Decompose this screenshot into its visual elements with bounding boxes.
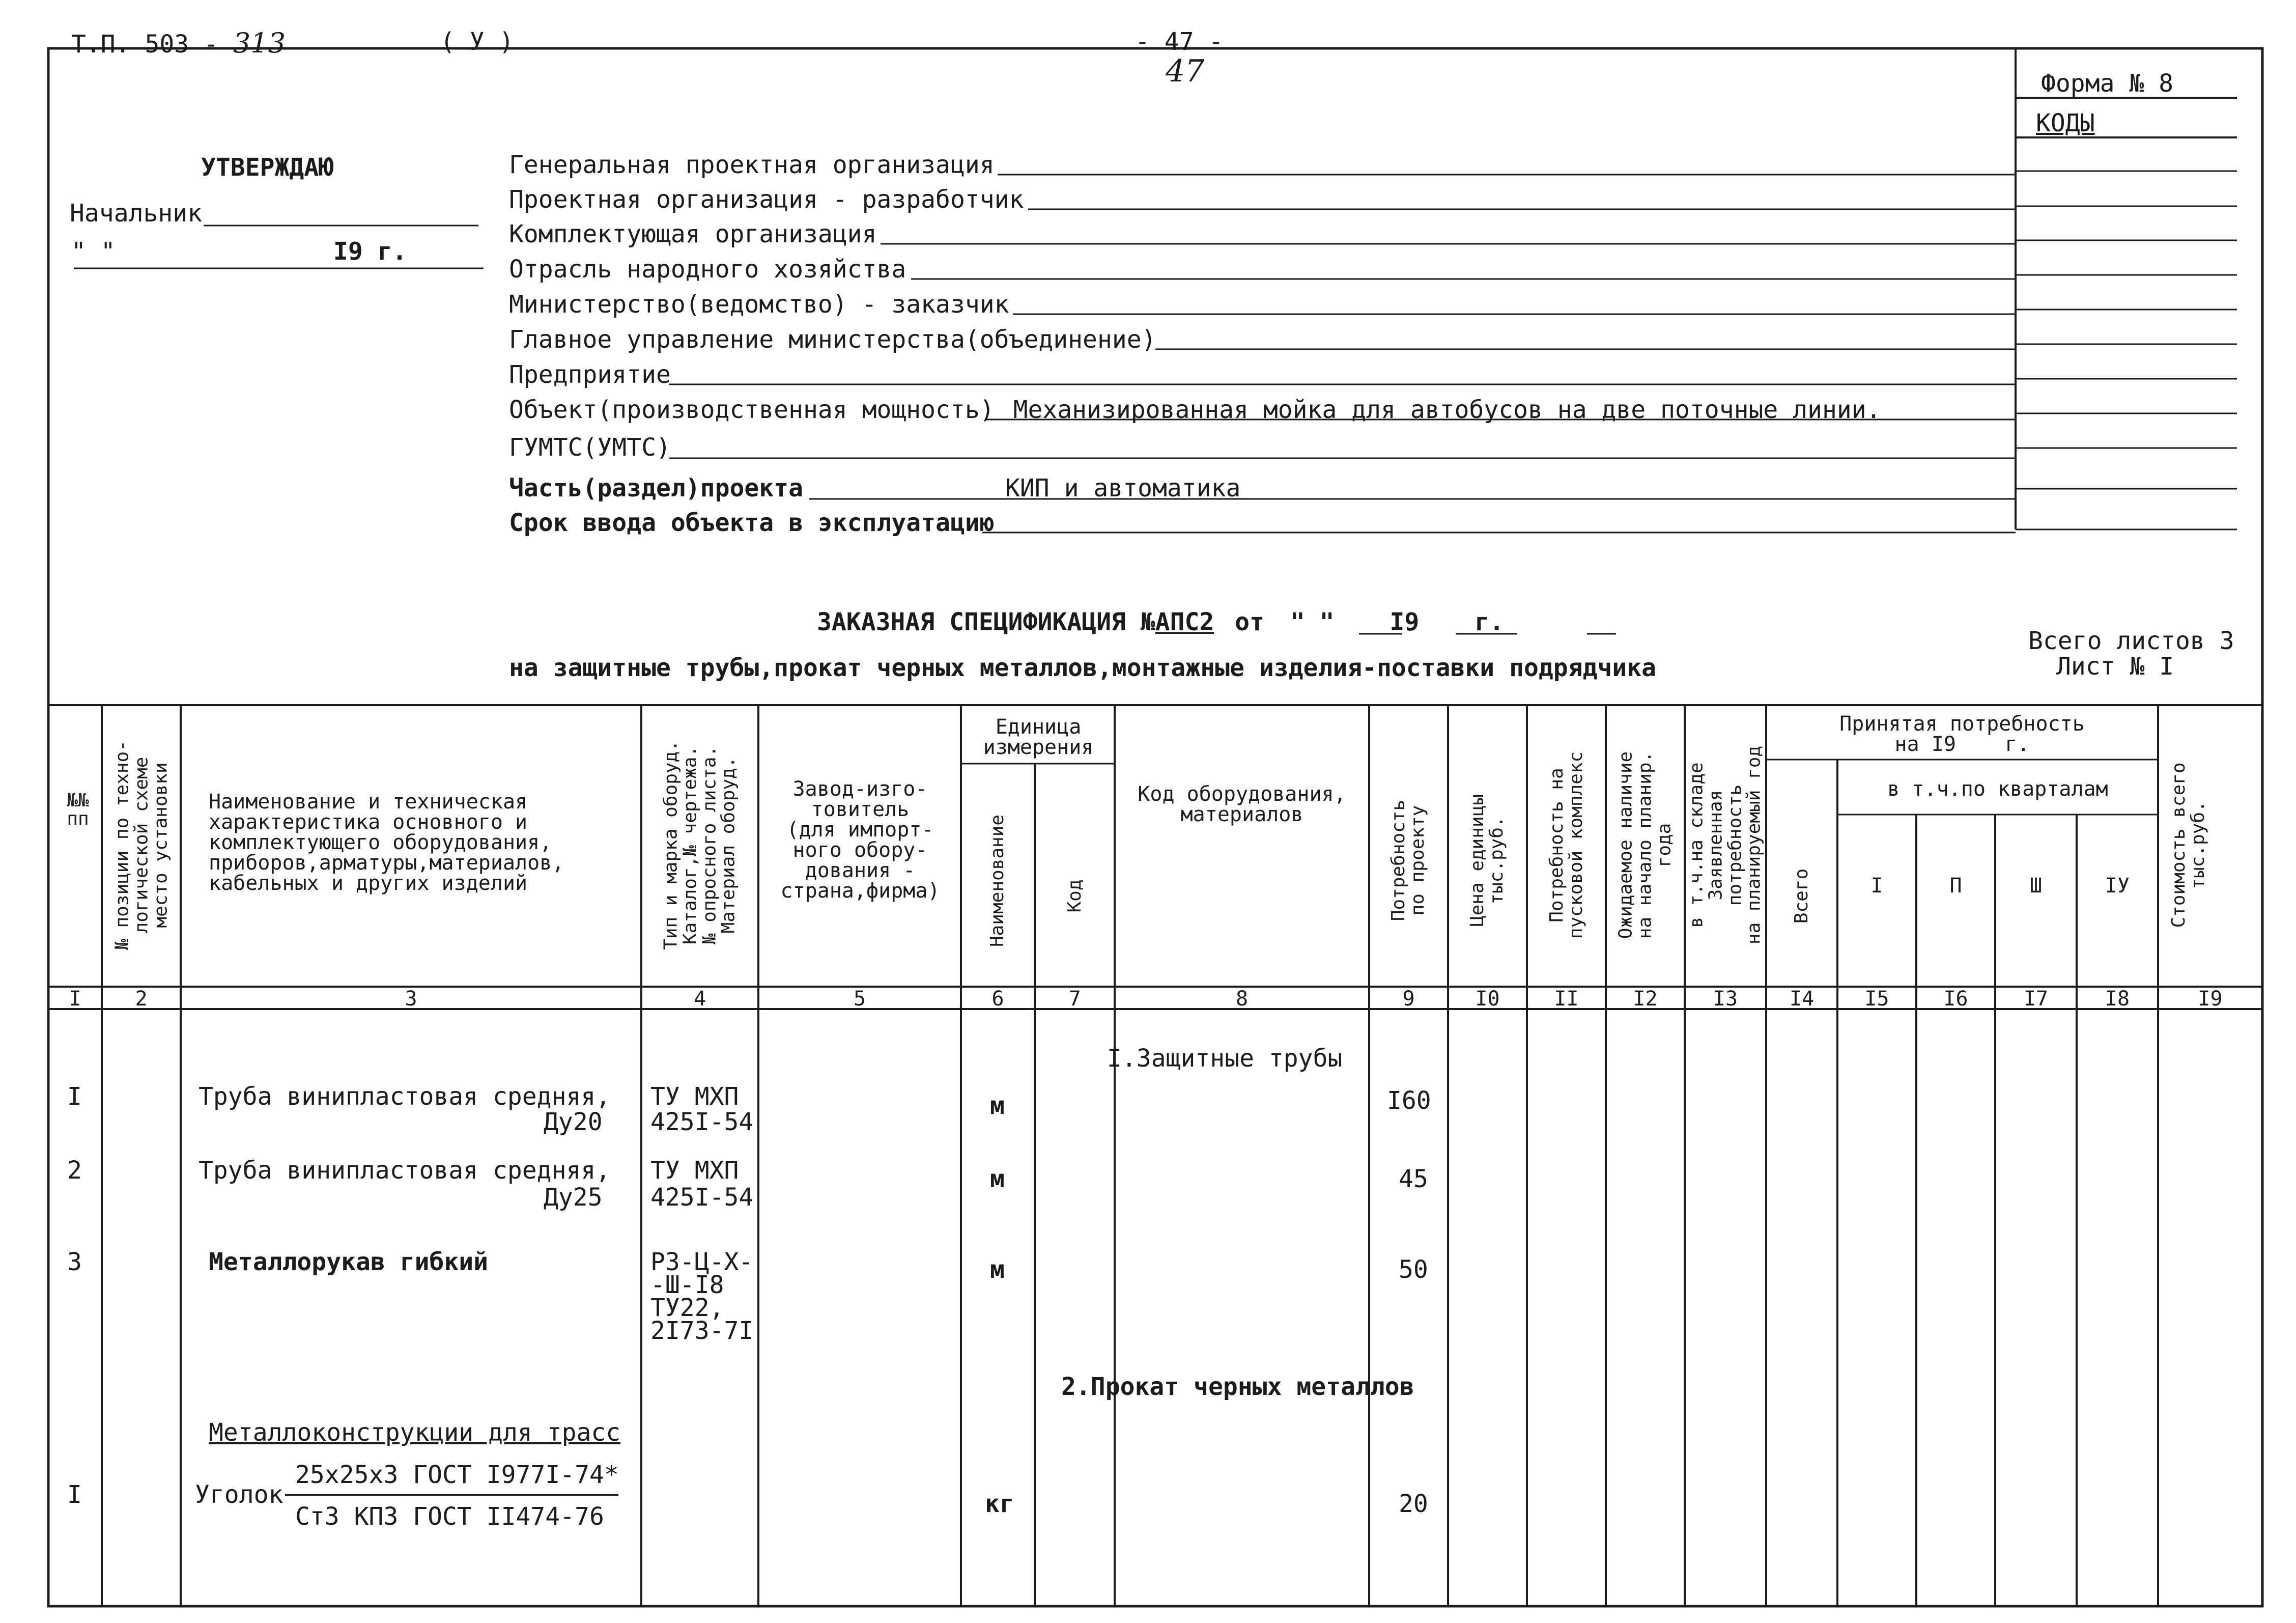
row-name: Труба винипластовая средняя,: [199, 1156, 611, 1185]
doc-code-text: Т.П. 503 -: [71, 30, 218, 59]
org-label: ГУМТС(УМТС): [509, 433, 671, 462]
col-num: I7: [2023, 987, 2049, 1011]
doc-series: ( У ): [440, 27, 514, 56]
spec-subtitle: на защитные трубы,прокат черных металлов,монтажные изделия-поставки подрядчика: [509, 654, 1657, 682]
spec-year: I9: [1390, 608, 1420, 636]
part-value: КИП и автоматика: [1005, 474, 1241, 502]
col-num: 4: [693, 987, 706, 1011]
org-label: Главное управление министерства(объединение): [509, 325, 1156, 354]
spec-date-quote: " ": [1290, 608, 1335, 636]
spec-title: [817, 610, 1504, 634]
row-qty: 45: [1399, 1165, 1428, 1193]
org-line-main-dept: [509, 327, 1156, 352]
org-line-industry: [509, 257, 906, 282]
row-unit: кг: [985, 1490, 1014, 1518]
col-num: 2: [135, 987, 148, 1011]
org-label: Министерство(ведомство) - заказчик: [509, 290, 1009, 319]
col-num: 5: [853, 987, 866, 1011]
org-label: Генеральная проектная организация: [509, 151, 995, 179]
org-line-complect: [509, 222, 876, 246]
col-header-q2: П: [1949, 874, 1962, 898]
col-header-no: №№ пп: [67, 790, 89, 829]
row-name: Труба винипластовая средняя,: [199, 1082, 611, 1111]
row-name: Металлорукав гибкий: [209, 1248, 489, 1276]
col-header-quarters-group: в т.ч.по кварталам: [1887, 777, 2108, 801]
col-header-equipment-code: Код оборудования, материалов: [1138, 782, 1346, 826]
org-label: Проектная организация - разработчик: [509, 185, 1024, 214]
page-number-handwritten: 47: [1166, 53, 1205, 89]
org-label: Предприятие: [509, 360, 671, 389]
row-spec-bottom: Ст3 КП3 ГОСТ II474-76: [295, 1502, 604, 1531]
col-header-name: Наименование и техническая характеристика основного и комплектующего оборудования, приборов,арматуры,материалов, кабельных и других изделий: [209, 790, 564, 895]
approve-date-quote: " ": [71, 237, 116, 266]
org-label: Срок ввода объекта в эксплуатацию: [509, 509, 995, 537]
spec-from: от: [1235, 608, 1264, 636]
approve-title: УТВЕРЖДАЮ: [201, 153, 334, 182]
doc-code: [71, 27, 286, 59]
col-header-unit-group: Единица измерения: [983, 715, 1094, 759]
col-header-need: Потребность по проекту: [1388, 799, 1428, 921]
col-header-declared: в т.ч.на складе Заявленная потребность на планируемый год: [1686, 745, 1765, 945]
object-value: Механизированная мойка для автобусов на две поточные линии.: [1013, 396, 1881, 424]
org-line-ministry: [509, 292, 1009, 317]
col-header-unit-code: Код: [1064, 879, 1086, 913]
row-type-2: 425I-54: [650, 1108, 754, 1136]
row-qty: 50: [1399, 1255, 1428, 1284]
col-num: 8: [1235, 987, 1249, 1011]
spec-number: АПС2: [1155, 608, 1214, 636]
org-line-object: [509, 398, 1881, 422]
col-num: I8: [2105, 987, 2130, 1011]
org-line-part: [509, 476, 803, 500]
row-qty: 20: [1399, 1490, 1428, 1518]
org-label: Объект(производственная мощность): [509, 396, 995, 424]
row-no: 3: [67, 1248, 82, 1276]
col-num: 6: [991, 987, 1004, 1011]
col-header-q1: I: [1870, 874, 1883, 898]
col-header-cost: Стоимость всего тыс.руб.: [2168, 762, 2208, 928]
col-header-unit-name: Наименование: [987, 814, 1008, 947]
section-title-pipes: I.Защитные трубы: [1107, 1044, 1343, 1073]
org-label: Часть(раздел)проекта: [509, 474, 803, 502]
col-header-price: Цена единицы тыс.руб.: [1467, 794, 1507, 927]
spec-year-suffix: г.: [1475, 608, 1504, 636]
col-num: I6: [1943, 987, 1968, 1011]
approve-year: I9 г.: [333, 237, 407, 266]
col-header-q4: IУ: [2105, 874, 2130, 898]
doc-code-handwritten: 313: [233, 27, 286, 59]
total-sheets: Всего листов 3: [2028, 627, 2234, 655]
col-header-manufacturer: Завод-изго- товитель (для импорт- ного обору- дования - страна,фирма): [780, 777, 940, 903]
col-header-accepted-group: Принятая потребность на I9 г.: [1839, 712, 2085, 756]
row-unit: м: [990, 1165, 1005, 1193]
row-type-2: -Ш-I8: [650, 1271, 724, 1299]
row-unit: м: [990, 1255, 1005, 1284]
row-name-2: Ду25: [544, 1183, 603, 1212]
col-header-expected: Ожидаемое наличие на начало планир. года: [1615, 751, 1675, 939]
metal-heading: Металлоконструкции для трасс: [209, 1418, 621, 1447]
row-type: ТУ МХП: [650, 1082, 739, 1111]
codes-label: КОДЫ: [2036, 109, 2095, 137]
col-num: 7: [1068, 987, 1081, 1011]
col-num: I3: [1713, 987, 1738, 1011]
col-num: II: [1554, 987, 1579, 1011]
col-num: I2: [1633, 987, 1658, 1011]
org-line-deadline: [509, 511, 995, 535]
col-num: I0: [1475, 987, 1500, 1011]
col-header-position: № позиции по техно- логической схеме место установки: [111, 740, 171, 950]
spec-title-text: ЗАКАЗНАЯ СПЕЦИФИКАЦИЯ №: [817, 608, 1155, 636]
org-label: Отрасль народного хозяйства: [509, 255, 906, 284]
forma-title: Форма № 8: [2041, 69, 2174, 98]
col-num: I5: [1864, 987, 1889, 1011]
row-type-4: 2I73-7I: [650, 1317, 754, 1345]
col-num: 3: [405, 987, 417, 1011]
row-no: I: [67, 1082, 82, 1111]
row-spec-top: 25х25х3 ГОСТ I977I-74*: [295, 1461, 619, 1489]
approve-chief: Начальник: [70, 199, 203, 228]
row-no: 2: [67, 1156, 82, 1185]
col-num: I4: [1789, 987, 1815, 1011]
row-type-2: 425I-54: [650, 1183, 754, 1212]
row-name: Уголок: [195, 1480, 284, 1509]
col-num: I: [69, 987, 81, 1011]
row-spec-fraction-line: [285, 1494, 618, 1496]
section-title-metal: 2.Прокат черных металлов: [1061, 1373, 1414, 1401]
col-header-type: Тип и марка оборуд. Каталог,№ чертежа. № опросного листа. Материал оборуд.: [660, 740, 739, 950]
org-line-enterprise: [509, 362, 671, 387]
col-header-q3: Ш: [2029, 874, 2043, 898]
org-line-developer: [509, 187, 1024, 212]
org-line-gumts: [509, 435, 671, 460]
row-qty: I60: [1387, 1086, 1431, 1115]
row-unit: м: [990, 1092, 1005, 1120]
row-type: РЗ-Ц-Х-: [650, 1248, 754, 1276]
row-name-2: Ду20: [544, 1108, 603, 1136]
col-header-launch: Потребность на пусковой комплекс: [1546, 751, 1586, 939]
org-line-general: [509, 153, 995, 177]
page-number: - 47 -: [1135, 27, 1224, 56]
col-num: I9: [2198, 987, 2223, 1011]
row-no: I: [67, 1480, 82, 1509]
row-type: ТУ МХП: [650, 1156, 739, 1185]
col-header-total: Всего: [1791, 868, 1812, 924]
org-label: Комплектующая организация: [509, 220, 877, 248]
row-type-3: ТУ22,: [650, 1294, 724, 1322]
sheet-number: Лист № I: [2056, 652, 2174, 681]
col-num: 9: [1402, 987, 1415, 1011]
